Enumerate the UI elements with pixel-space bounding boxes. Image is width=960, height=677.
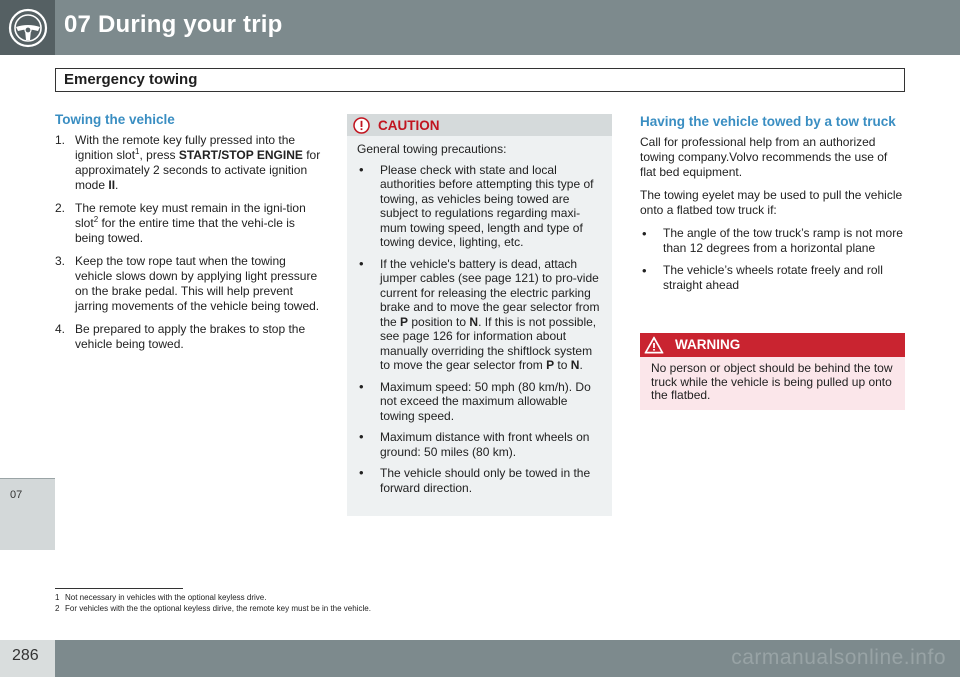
footnote-ref: 2 <box>93 215 99 224</box>
footnote-1 <box>55 593 266 602</box>
caution-intro: General towing precautions: <box>357 142 507 156</box>
footnote-text: For vehicles with the the optional keyless dirive, the remote key must be in the vehicle. <box>65 604 371 613</box>
step-item <box>55 133 325 193</box>
left-column <box>55 112 325 360</box>
bold-text: START/STOP ENGINE <box>178 148 303 162</box>
page-number: 286 <box>12 647 39 664</box>
text-run: . <box>579 358 583 372</box>
warning-triangle-icon <box>644 336 664 354</box>
step-item <box>55 322 325 352</box>
section-bar <box>55 68 905 92</box>
footnote-number: 1 <box>55 593 60 602</box>
bold-text: P <box>546 358 555 372</box>
text-run: . If this is not possible, see page 126 for information about manually overriding the shiftlock system to move the gear selector from <box>380 314 597 372</box>
list-item <box>357 257 603 373</box>
footnote-text: Not necessary in vehicles with the optional keyless drive. <box>65 593 267 602</box>
bold-text: N <box>570 358 580 372</box>
footnote-number: 2 <box>55 604 60 613</box>
text-run: The remote key must remain in the igni-tion slot <box>75 201 306 230</box>
text-run: If the vehicle's battery is dead, attach jumper cables (see page 121) to pro-vide current for releasing the electric parking brake and to move the gear selector from the <box>380 256 600 329</box>
text-run: The vehicle should only be towed in the forward direction. <box>380 466 591 495</box>
list-item: • The vehicle’s wheels rotate freely and roll straight ahead <box>640 263 905 293</box>
page-footer <box>0 640 960 677</box>
caution-box <box>347 114 612 516</box>
caution-list <box>357 163 603 496</box>
warning-header <box>640 333 905 357</box>
right-column <box>640 114 905 300</box>
step-number: 4. <box>55 322 66 336</box>
tow-truck-para-2: The towing eyelet may be used to pull the vehicle onto a flatbed tow truck if: <box>640 188 903 217</box>
step-number: 3. <box>55 254 66 268</box>
watermark: carmanualsonline.info <box>731 646 946 669</box>
footnote-divider <box>55 588 183 589</box>
caution-title: CAUTION <box>378 118 440 133</box>
step-number: 2. <box>55 201 66 215</box>
list-item <box>357 466 603 495</box>
step-number: 1. <box>55 133 66 147</box>
text-run: , press <box>139 148 179 162</box>
caution-icon <box>353 117 370 134</box>
list-item <box>357 163 603 250</box>
text-run: With the remote key fully pressed into the ignition slot <box>75 133 296 162</box>
list-item <box>357 380 603 424</box>
warning-title: WARNING <box>675 337 741 352</box>
chapter-header <box>0 0 960 55</box>
text-run: Be prepared to apply the brakes to stop the vehicle being towed. <box>75 322 306 351</box>
chapter-tab-label: 07 <box>10 489 23 501</box>
warning-text: No person or object should be behind the tow truck while the vehicle is being pulled up onto the flatbed. <box>651 361 893 402</box>
logo-box <box>0 0 55 55</box>
bold-text: II <box>108 178 116 192</box>
caution-header <box>347 114 612 136</box>
text-run: Please check with state and local authorities before attempting this type of towing, as vehicles being towed are subject to regulations regarding maxi-mum towing speed, length and type of towing device, lighting, etc. <box>380 162 594 249</box>
step-item <box>55 254 325 314</box>
bold-text: P <box>400 314 409 329</box>
section-title: Emergency towing <box>64 71 198 88</box>
page-number-box <box>0 640 55 677</box>
text-run: for approximately 2 seconds to activate ignition mode <box>75 148 321 192</box>
footnote-ref: 1 <box>135 147 140 156</box>
chapter-title: 07 During your trip <box>64 11 283 38</box>
caution-body <box>347 136 612 495</box>
text-run: Keep the tow rope taut when the towing vehicle slows down by applying light pressure on the brake pedal. This will help prevent jarring movements of the vehicle being towed. <box>75 254 320 313</box>
towing-steps <box>55 133 325 352</box>
chapter-tab <box>0 478 55 550</box>
tow-truck-conditions <box>640 226 905 293</box>
warning-box <box>640 333 905 410</box>
tow-truck-heading: Having the vehicle towed by a tow truck <box>640 114 896 129</box>
list-item <box>357 430 603 459</box>
text-run: . <box>115 178 119 192</box>
footnote-2 <box>55 604 371 613</box>
list-item: • The angle of the tow truck’s ramp is not more than 12 degrees from a horizontal plane <box>640 226 905 256</box>
text-run: Maximum distance with front wheels on ground: 50 miles (80 km). <box>380 430 590 459</box>
bold-text: N <box>469 314 479 329</box>
step-item <box>55 201 325 246</box>
text-run: to <box>554 358 571 372</box>
text-run: Maximum speed: 50 mph (80 km/h). Do not exceed the maximum allowable towing speed. <box>380 379 591 423</box>
towing-heading: Towing the vehicle <box>55 112 175 127</box>
steering-wheel-icon <box>8 8 48 48</box>
text-run: position to <box>408 314 470 329</box>
tow-truck-para-1: Call for professional help from an authorized towing company.Volvo recommends the use of flat bed equipment. <box>640 135 888 179</box>
text-run: for the entire time that the vehi-cle is being towed. <box>75 216 295 245</box>
